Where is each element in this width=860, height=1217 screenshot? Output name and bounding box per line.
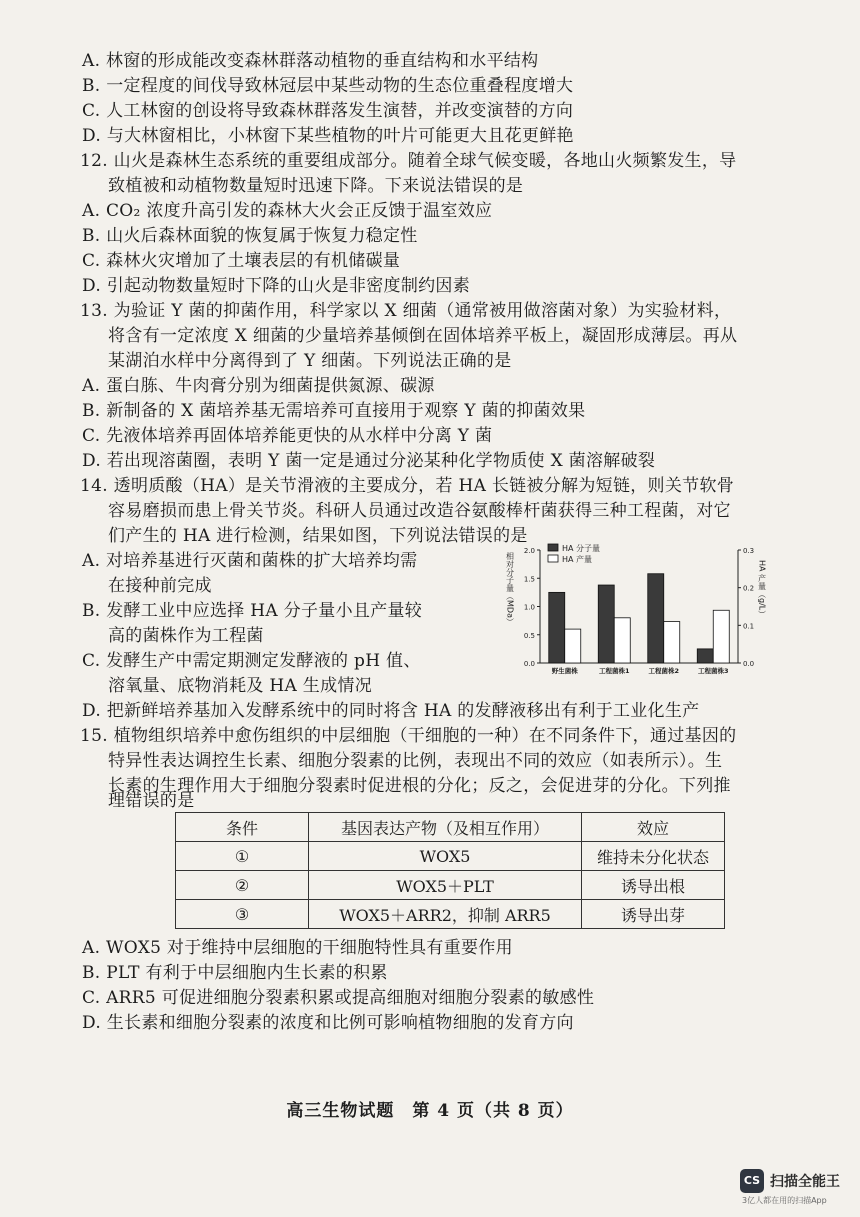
q14-option-b-line2: 高的菌株作为工程菌 <box>108 626 264 646</box>
x-tick-label: 野生菌株 <box>551 667 578 675</box>
left-tick-label: 1.5 <box>523 575 535 584</box>
left-tick-label: 2.0 <box>523 547 535 555</box>
q11-option-b: B. 一定程度的间伐导致林冠层中某些动物的生态位重叠程度增大 <box>82 76 574 96</box>
camscanner-logo-icon: CS <box>740 1169 764 1193</box>
table-cell: ② <box>176 871 309 900</box>
left-tick-label: 1.0 <box>523 603 535 612</box>
table-cell: ③ <box>176 900 309 929</box>
q13-stem-line3: 某湖泊水样中分离得到了 Y 细菌。下列说法正确的是 <box>108 351 512 371</box>
q13-option-c: C. 先液体培养再固体培养能更快的从水样中分离 Y 菌 <box>82 426 493 446</box>
bar-ha-mw <box>648 574 664 663</box>
q12-option-a: A. CO₂ 浓度升高引发的森林大火会正反馈于温室效应 <box>82 201 493 221</box>
bar-ha-yield <box>713 610 729 663</box>
q14-option-a-line1: A. 对培养基进行灭菌和菌株的扩大培养均需 <box>82 551 418 571</box>
legend-label: HA 分子量 <box>562 544 601 553</box>
q15-stem-line4: 理错误的是 <box>108 791 195 811</box>
ha-bar-chart <box>498 538 773 683</box>
watermark-subtitle: 3亿人都在用的扫描App <box>742 1196 827 1205</box>
q11-option-a: A. 林窗的形成能改变森林群落动植物的垂直结构和水平结构 <box>82 51 539 71</box>
table-header-cell: 条件 <box>176 813 309 842</box>
q15-table <box>175 812 725 929</box>
right-tick-label: 0.2 <box>743 584 755 593</box>
table-cell: 诱导出芽 <box>582 900 725 929</box>
q14-stem-line1: 14. 透明质酸（HA）是关节滑液的主要成分，若 HA 长链被分解为短链，则关节软骨 <box>80 476 735 496</box>
legend-label: HA 产量 <box>562 555 593 564</box>
right-tick-label: 0.1 <box>743 622 755 631</box>
table-row <box>176 842 725 871</box>
bar-ha-mw <box>549 592 565 663</box>
q13-stem-line1: 13. 为验证 Y 菌的抑菌作用，科学家以 X 细菌（通常被用做溶菌对象）为实验材料， <box>80 301 732 321</box>
bar-ha-yield <box>565 629 581 663</box>
q15-stem-line1: 15. 植物组织培养中愈伤组织的中层细胞（干细胞的一种）在不同条件下，通过基因的 <box>80 726 737 746</box>
q12-option-c: C. 森林火灾增加了土壤表层的有机储碳量 <box>82 251 401 271</box>
x-tick-label: 工程菌株1 <box>598 667 630 675</box>
left-tick-label: 0.0 <box>523 660 535 668</box>
q14-option-d: D. 把新鲜培养基加入发酵系统中的同时将含 HA 的发酵液移出有利于工业化生产 <box>82 701 700 721</box>
q14-option-c-line1: C. 发酵生产中需定期测定发酵液的 pH 值、 <box>82 651 421 671</box>
table-cell: WOX5＋ARR2，抑制 ARR5 <box>309 900 582 929</box>
scanner-watermark <box>740 1167 850 1207</box>
q15-option-d: D. 生长素和细胞分裂素的浓度和比例可影响植物细胞的发育方向 <box>82 1013 574 1033</box>
q11-option-d: D. 与大林窗相比，小林窗下某些植物的叶片可能更大且花更鲜艳 <box>82 126 574 146</box>
table-cell: WOX5 <box>309 842 582 871</box>
left-axis-label: 相对分子量（MDa） <box>505 552 515 626</box>
right-tick-label: 0.3 <box>743 547 755 555</box>
q12-stem-line2: 致植被和动植物数量短时迅速下降。下来说法错误的是 <box>108 176 524 196</box>
table-row <box>176 900 725 929</box>
q12-option-d: D. 引起动物数量短时下降的山火是非密度制约因素 <box>82 276 471 296</box>
bar-ha-mw <box>598 585 614 663</box>
bar-ha-yield <box>614 618 630 663</box>
legend-swatch <box>548 555 558 562</box>
q13-stem-line2: 将含有一定浓度 X 细菌的少量培养基倾倒在固体培养平板上，凝固形成薄层。再从 <box>108 326 738 346</box>
table-cell: 诱导出根 <box>582 871 725 900</box>
table-cell: 维持未分化状态 <box>582 842 725 871</box>
table-row <box>176 871 725 900</box>
q15-option-c: C. ARR5 可促进细胞分裂素积累或提高细胞对细胞分裂素的敏感性 <box>82 988 595 1008</box>
q11-option-c: C. 人工林窗的创设将导致森林群落发生演替，并改变演替的方向 <box>82 101 574 121</box>
q14-option-b-line1: B. 发酵工业中应选择 HA 分子量小且产量较 <box>82 601 423 621</box>
q14-option-a-line2: 在接种前完成 <box>108 576 212 596</box>
x-tick-label: 工程菌株2 <box>648 667 680 675</box>
q15-option-a: A. WOX5 对于维持中层细胞的干细胞特性具有重要作用 <box>82 938 513 958</box>
q12-option-b: B. 山火后森林面貌的恢复属于恢复力稳定性 <box>82 226 418 246</box>
bar-ha-mw <box>697 649 713 663</box>
table-header-row <box>176 813 725 842</box>
q13-option-d: D. 若出现溶菌圈，表明 Y 菌一定是通过分泌某种化学物质使 X 菌溶解破裂 <box>82 451 656 471</box>
watermark-name: 扫描全能王 <box>770 1174 840 1190</box>
right-axis-label: HA 产量（g/L） <box>757 560 767 619</box>
q12-stem-line1: 12. 山火是森林生态系统的重要组成部分。随着全球气候变暖，各地山火频繁发生，导 <box>80 151 737 171</box>
legend-swatch <box>548 544 558 551</box>
q13-option-a: A. 蛋白胨、牛肉膏分别为细菌提供氮源、碳源 <box>82 376 435 396</box>
q15-stem-line3: 长素的生理作用大于细胞分裂素时促进根的分化；反之，会促进芽的分化。下列推 <box>108 776 731 796</box>
q14-stem-line2: 容易磨损而患上骨关节炎。科研人员通过改造谷氨酸棒杆菌获得三种工程菌，对它 <box>108 501 731 521</box>
q13-option-b: B. 新制备的 X 菌培养基无需培养可直接用于观察 Y 菌的抑菌效果 <box>82 401 586 421</box>
table-header-cell: 效应 <box>582 813 725 842</box>
table-cell: WOX5＋PLT <box>309 871 582 900</box>
right-tick-label: 0.0 <box>743 660 755 668</box>
q15-stem-line2: 特异性表达调控生长素、细胞分裂素的比例，表现出不同的效应（如表所示）。生 <box>108 751 723 771</box>
q14-option-c-line2: 溶氧量、底物消耗及 HA 生成情况 <box>108 676 373 696</box>
bar-ha-yield <box>664 622 680 663</box>
table-cell: ① <box>176 842 309 871</box>
q14-stem-line3: 们产生的 HA 进行检测，结果如图，下列说法错误的是 <box>108 526 528 546</box>
page-footer: 高三生物试题 第 4 页（共 8 页） <box>286 1101 574 1121</box>
table-header-cell: 基因表达产物（及相互作用） <box>309 813 582 842</box>
q15-option-b: B. PLT 有利于中层细胞内生长素的积累 <box>82 963 388 983</box>
x-tick-label: 工程菌株3 <box>697 667 729 675</box>
left-tick-label: 0.5 <box>523 631 535 640</box>
